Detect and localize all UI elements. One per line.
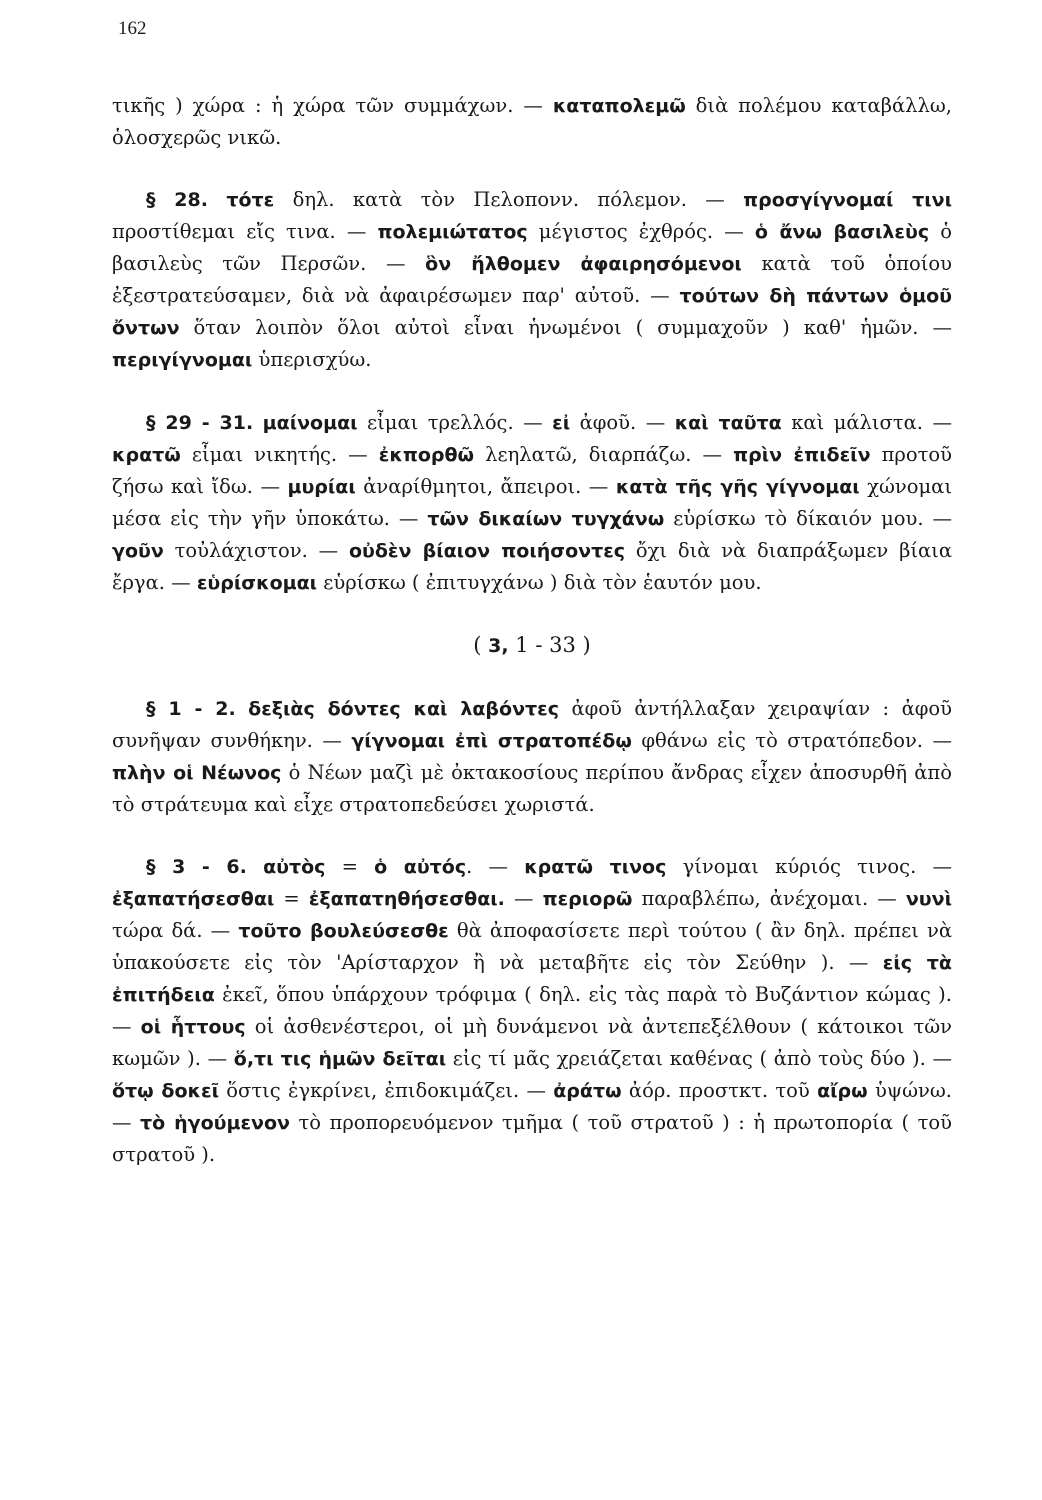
gloss-text: προτοῦ ζήσω καὶ ἴδω. —	[112, 443, 952, 498]
section-marker: § 28.	[146, 189, 208, 211]
lemma-term: ὅ,τι τις ἡμῶν δεῖται	[233, 1048, 447, 1070]
lemma-term: προσγίγνομαί τινι	[743, 189, 952, 211]
lemma-term: τούτων δὴ πάντων ὁμοῦ ὄντων	[112, 285, 953, 339]
spacer	[112, 820, 952, 851]
gloss-text: ἐκεῖ, ὅπου ὑπάρχουν τρόφιμα ( δηλ. εἰς τὰς παρὰ τὸ Βυζάντιον κώμας ). —	[112, 983, 952, 1038]
gloss-text: γίνομαι κύριός τινος. —	[666, 855, 952, 878]
lemma-term: ἐκπορθῶ	[378, 444, 475, 466]
page-number: 162	[118, 18, 147, 39]
lemma-term: οὐδὲν βίαιον ποιήσοντες	[348, 540, 626, 562]
lemma-term: πολεμιώτατος	[377, 221, 528, 243]
chapter-heading-range: 1 - 33 )	[508, 633, 591, 657]
lemma-term: πλὴν οἱ Νέωνος	[112, 762, 282, 784]
spacer	[112, 599, 952, 630]
lemma-term: ἐξαπατηθήσεσθαι.	[308, 888, 505, 910]
gloss-text: διὰ πολέμου καταβάλλω, ὁλοσχερῶς νικῶ.	[112, 94, 952, 149]
lemma-term: τὸ ἡγούμενον	[140, 1112, 290, 1134]
lemma-term: εὑρίσκομαι	[196, 572, 318, 594]
lemma-term: αὐτὸς	[263, 856, 326, 878]
gloss-text: ἀόρ. προστκτ. τοῦ	[621, 1079, 818, 1102]
lemma-term: ἀράτω	[553, 1080, 622, 1102]
lemma-term: τῶν δικαίων τυγχάνω	[427, 508, 665, 530]
lemma-term: οἱ ἧττους	[140, 1016, 246, 1038]
lemma-term: κρατῶ τινος	[524, 856, 667, 878]
gloss-text: μέγιστος ἐχθρός. —	[527, 220, 755, 243]
lemma-term: περιγίγνομαι	[112, 349, 253, 371]
gloss-text: ὅταν λοιπὸν ὅλοι αὐτοὶ εἶναι ἡνωμένοι ( συμμαχοῦν ) καθ' ἡμῶν. —	[179, 316, 952, 339]
gloss-text: ὁ Νέων μαζὶ μὲ ὀκτακοσίους περίπου ἄνδρας εἶχεν ἀποσυρθῆ ἀπὸ τὸ στράτευμα καὶ εἶχε στρατοπεδεύσει χωριστά.	[112, 761, 952, 816]
page-body	[112, 90, 952, 1170]
gloss-text: χώνομαι μέσα εἰς τὴν γῆν ὑποκάτω. —	[112, 475, 952, 530]
gloss-text: . —	[466, 855, 525, 878]
commentary-block-chapter-3	[112, 693, 952, 1170]
gloss-text: ἀναρίθμητοι, ἄπειροι. —	[355, 475, 616, 498]
gloss-text: ἀφοῦ. —	[570, 411, 675, 434]
lemma-term: ὅτῳ δοκεῖ	[112, 1080, 219, 1102]
gloss-text: παραβλέπω, ἀνέχομαι. —	[632, 887, 906, 910]
commentary-paragraph	[112, 693, 952, 820]
lemma-term: τοῦτο βουλεύσεσθε	[238, 920, 449, 942]
gloss-text: τώρα δά. —	[112, 919, 239, 942]
gloss-text: τοὐλάχιστον. —	[163, 539, 349, 562]
commentary-paragraph	[112, 184, 952, 376]
spacer	[112, 376, 952, 407]
gloss-text: ὅστις ἐγκρίνει, ἐπιδοκιμάζει. —	[219, 1079, 554, 1102]
lemma-term: ὁ ἄνω βασιλεὺς	[754, 221, 930, 243]
gloss-text: εὑρίσκω τὸ δίκαιόν μου. —	[664, 507, 952, 530]
spacer	[112, 662, 952, 693]
gloss-text: καὶ μάλιστα. —	[781, 411, 952, 434]
chapter-heading-number: 3,	[488, 635, 509, 657]
lemma-term: καταπολεμῶ	[552, 95, 686, 117]
gloss-text: εἶμαι νικητής. —	[180, 443, 379, 466]
gloss-text: =	[274, 887, 309, 910]
gloss-text: δηλ. κατὰ τὸν Πελοπονν. πόλεμον. —	[274, 188, 744, 211]
lemma-term: γοῦν	[112, 540, 164, 562]
commentary-paragraph	[112, 407, 952, 599]
section-marker: § 1 - 2.	[146, 698, 236, 720]
section-marker: § 3 - 6.	[146, 856, 247, 878]
spacer	[112, 153, 952, 184]
lemma-term: πρὶν ἐπιδεῖν	[733, 444, 871, 466]
gloss-text: προστίθεμαι εἴς τινα. —	[112, 220, 378, 243]
gloss-text: —	[504, 887, 543, 910]
gloss-text: =	[325, 855, 375, 878]
gloss-text: οἱ ἀσθενέστεροι, οἱ μὴ δυνάμενοι νὰ ἀντεπεξέλθουν ( κάτοικοι τῶν κωμῶν ). —	[112, 1015, 953, 1070]
gloss-text: εἶμαι τρελλός. —	[357, 411, 553, 434]
gloss-text: κατὰ τοῦ ὁποίου ἐξεστρατεύσαμεν, διὰ νὰ ἀφαιρέσωμεν παρ' αὐτοῦ. —	[112, 252, 953, 307]
lemma-term: ὃν ἤλθομεν ἀφαιρησόμενοι	[425, 253, 742, 275]
commentary-block-chapter-2	[112, 90, 952, 630]
lemma-term: νυνὶ	[905, 888, 952, 910]
section-marker: § 29 - 31.	[146, 412, 254, 434]
lemma-term: ἐξαπατήσεσθαι	[112, 888, 275, 910]
lemma-term: μυρίαι	[287, 476, 356, 498]
lemma-term: περιορῶ	[542, 888, 633, 910]
commentary-paragraph	[112, 90, 952, 153]
gloss-text: εὑρίσκω ( ἐπιτυγχάνω ) διὰ τὸν ἑαυτόν μου.	[317, 571, 762, 594]
gloss-text: ὑψώνω. —	[112, 1079, 952, 1134]
lemma-term: εἰ	[552, 412, 571, 434]
lemma-term: ὁ αὐτός	[374, 856, 467, 878]
gloss-text: εἰς τί μᾶς χρειάζεται καθένας ( ἀπὸ τοὺς δύο ). —	[446, 1047, 952, 1070]
lemma-term: εἰς τὰ ἐπιτήδεια	[112, 952, 952, 1006]
chapter-heading	[112, 630, 952, 662]
gloss-text: θὰ ἀποφασίσετε περὶ τούτου ( ἂν δηλ. πρέπει νὰ ὑπακούσετε εἰς τὸν 'Αρίσταρχον ἢ νὰ μεταβῆτε εἰς τὸν Σεύθην ). —	[112, 919, 952, 974]
lemma-term: τότε	[226, 189, 275, 211]
gloss-text: τὸ προπορευόμενον τμῆμα ( τοῦ στρατοῦ ) : ἡ πρωτοπορία ( τοῦ στρατοῦ ).	[112, 1111, 953, 1166]
gloss-text: ὄχι διὰ νὰ διαπράξωμεν βίαια ἔργα. —	[112, 539, 952, 594]
gloss-text: φθάνω εἰς τὸ στρατόπεδον. —	[631, 729, 952, 752]
lemma-term: καὶ ταῦτα	[674, 412, 782, 434]
gloss-text: ὑπερισχύω.	[252, 348, 372, 371]
lemma-term: δεξιὰς δόντες καὶ λαβόντες	[248, 698, 559, 720]
lemma-term: κατὰ τῆς γῆς γίγνομαι	[615, 476, 860, 498]
lemma-term: κρατῶ	[112, 444, 181, 466]
commentary-paragraph	[112, 851, 952, 1170]
lemma-term: γίγνομαι ἐπὶ στρατοπέδῳ	[351, 730, 632, 752]
lemma-term: αἴρω	[817, 1080, 868, 1102]
lemma-term: μαίνομαι	[262, 412, 358, 434]
gloss-text: λεηλατῶ, διαρπάζω. —	[474, 443, 734, 466]
gloss-text: ὁ βασιλεὺς τῶν Περσῶν. —	[112, 220, 952, 275]
gloss-text: ἀφοῦ ἀντήλλαξαν χειραψίαν : ἀφοῦ συνῆψαν συνθήκην. —	[112, 697, 952, 752]
chapter-heading-open: (	[473, 633, 489, 657]
gloss-text: τικῆς ) χώρα : ἡ χώρα τῶν συμμάχων. —	[112, 94, 553, 117]
